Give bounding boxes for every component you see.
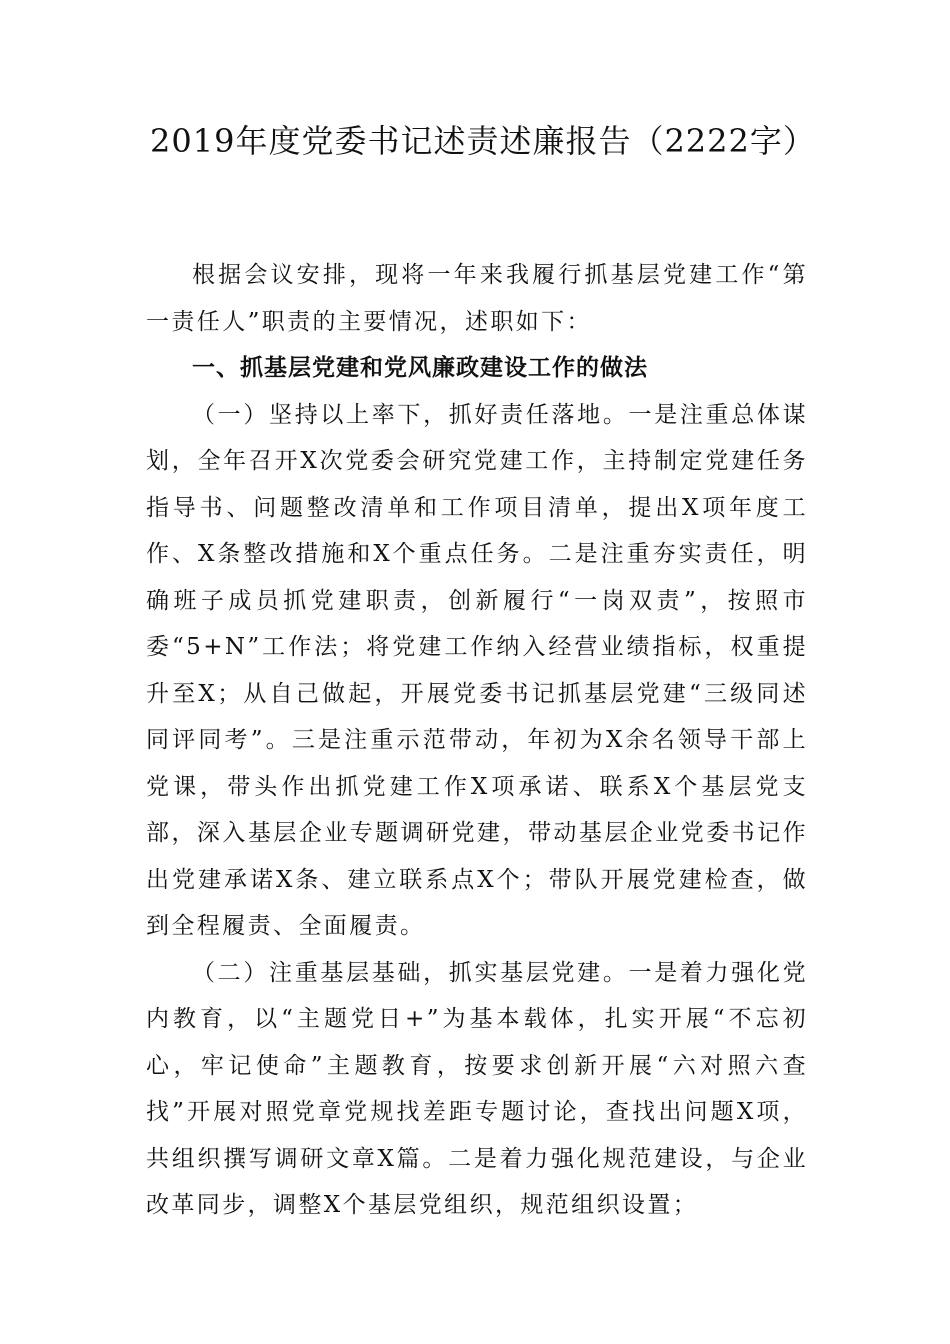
section-heading: 一、抓基层党建和党风廉政建设工作的做法 bbox=[192, 355, 648, 381]
document-title: 2019年度党委书记述责述廉报告（2222字） bbox=[150, 122, 816, 160]
paragraph-grassroots: （二）注重基层基础，抓实基层党建。一是着力强化党内教育，以“主题党日+”为基本载体，扎实开展“不忘初心，牢记使命”主题教育，按要求创新开展“六对照六查找”开展对照党章党规找差距专题讨论，查找出问题X项，共组织撰写调研文章X篇。二是着力强化规范建设，与企业改革同步，调整X个基层党组织，规范组织设置； bbox=[146, 959, 808, 1218]
paragraph-responsibility: （一）坚持以上率下，抓好责任落地。一是注重总体谋划，全年召开X次党委会研究党建工作，主持制定党建任务指导书、问题整改清单和工作项目清单，提出X项年度工作、X条整改措施和X个重点任务。二是注重夯实责任，明确班子成员抓党建职责，创新履行“一岗双责”，按照市委“5+N”工作法；将党建工作纳入经营业绩指标，权重提升至X；从自己做起，开展党委书记抓基层党建“三级同述同评同考”。三是注重示范带动，年初为X余名领导干部上党课，带头作出抓党建工作X项承诺、联系X个基层党支部，深入基层企业专题调研党建，带动基层企业党委书记作出党建承诺X条、建立联系点X个；带队开展党建检查，做到全程履责、全面履责。 bbox=[146, 401, 808, 939]
intro-paragraph: 根据会议安排，现将一年来我履行抓基层党建工作“第一责任人”职责的主要情况，述职如下： bbox=[146, 262, 808, 335]
document-body bbox=[146, 252, 808, 1229]
